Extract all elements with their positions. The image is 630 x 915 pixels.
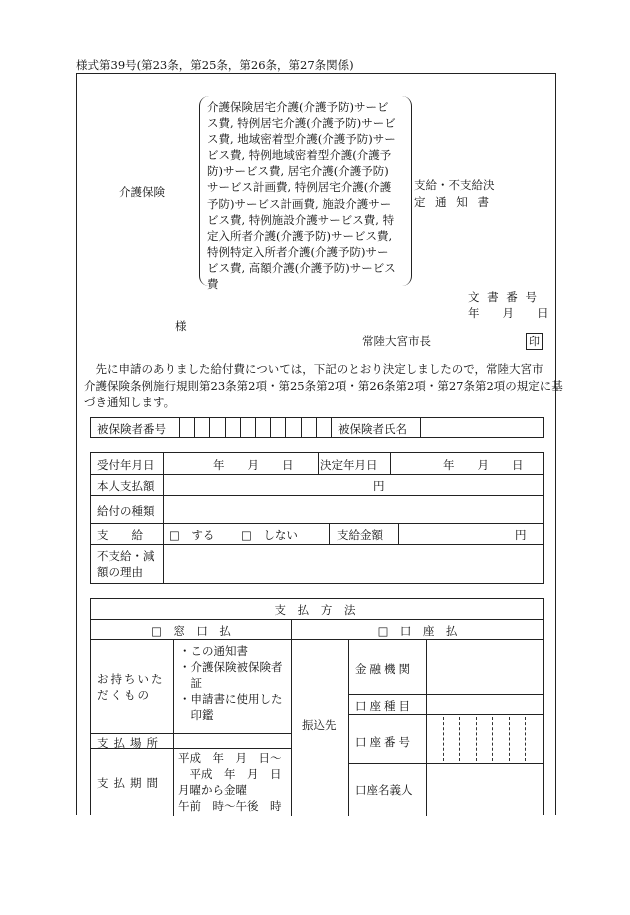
account-type-label: 口座種目 <box>355 699 413 713</box>
decided-date-label: 決定年月日 <box>320 458 378 472</box>
insured-name-label: 被保険者氏名 <box>338 422 407 436</box>
title-benefit-line: 防)サービス費, 居宅介護(介護予防) <box>207 164 389 179</box>
item-3: 証 <box>179 676 202 690</box>
digit-box-divider <box>270 418 271 437</box>
payment-header: 支 払 方 法 <box>274 603 360 617</box>
account-digit-divider <box>525 717 526 761</box>
period-line-2: 平成 年 月 日 <box>178 767 282 781</box>
pay-label: 支 給 <box>97 528 143 542</box>
digit-box-divider <box>255 418 256 437</box>
account-pay-option[interactable]: □ 口 座 払 <box>377 624 458 638</box>
decided-date-value[interactable]: 年 月 日 <box>443 458 524 472</box>
reason-label-2: 額の理由 <box>97 565 143 579</box>
mayor-name: 常陸大宮市長 <box>362 334 431 348</box>
account-digit-divider <box>459 717 460 761</box>
doc-number: 文 書 番 号 <box>468 290 539 304</box>
account-number-label: 口座番号 <box>355 735 413 749</box>
title-benefit-line: サービス計画費, 特例居宅介護(介護 <box>207 180 392 195</box>
title-benefit-line: 費 <box>207 277 219 292</box>
self-pay-label: 本人支払額 <box>97 479 155 493</box>
digit-box-divider <box>301 418 302 437</box>
title-benefit-line: 予防)サービス計画費, 施設介護サー <box>207 196 392 211</box>
digit-box-divider <box>194 418 195 437</box>
title-benefit-line: ビス費, 特例施設介護サービス費, 特 <box>207 212 395 227</box>
window-pay-option[interactable]: □ 窓 口 払 <box>151 624 231 638</box>
account-digit-divider <box>509 717 510 761</box>
period-line-3: 月曜から金曜 <box>178 783 247 797</box>
period-label: 支払期間 <box>97 776 163 790</box>
pay-option-yes[interactable]: □ する <box>169 528 215 542</box>
addressee-sama: 様 <box>175 319 187 333</box>
title-benefit-list <box>207 99 409 292</box>
title-benefit-line: ス費, 特例居宅介護(介護予防)サービ <box>207 116 396 131</box>
items-label-1: お持ちいた <box>97 672 165 686</box>
transfer-label: 振込先 <box>302 718 337 732</box>
decision-table <box>90 452 544 584</box>
item-1: ・この通知書 <box>179 644 248 658</box>
title-suffix-1: 支給・不支給決 <box>414 178 495 192</box>
amount-yen: 円 <box>515 528 527 542</box>
account-digit-divider <box>492 717 493 761</box>
title-benefit-line: ビス費, 高額介護(介護予防)サービス <box>207 260 396 275</box>
body-line-3: づき通知します。 <box>84 395 176 409</box>
digit-box-divider <box>225 418 226 437</box>
form-number: 様式第39号(第23条，第25条，第26条，第27条関係) <box>76 58 354 72</box>
period-line-4: 午前 時～午後 時 <box>178 799 282 813</box>
benefit-type-label: 給付の種類 <box>97 504 155 518</box>
account-digit-divider <box>443 717 444 761</box>
date-line: 年 月 日 <box>468 306 549 320</box>
account-digit-divider <box>476 717 477 761</box>
title-suffix-2: 定 通 知 書 <box>414 195 492 209</box>
payment-table <box>90 598 544 815</box>
self-pay-yen: 円 <box>373 479 385 493</box>
reason-label-1: 不支給・減 <box>97 549 155 563</box>
items-list <box>179 643 283 723</box>
period-line-1: 平成 年 月 日～ <box>178 751 282 765</box>
title-benefit-line: ス費, 地域密着型介護(介護予防)サー <box>207 132 396 147</box>
account-name-label: 口座名義人 <box>355 783 413 797</box>
period-lines <box>178 750 282 814</box>
insured-name-field[interactable] <box>421 418 543 437</box>
body-text <box>84 361 563 411</box>
pay-option-no[interactable]: □ しない <box>241 528 298 542</box>
digit-box-divider <box>240 418 241 437</box>
title-benefit-line: ビス費, 特例地域密着型介護(介護予 <box>207 148 392 163</box>
title-benefit-line: 特例特定入所者介護(介護予防)サー <box>207 244 389 259</box>
insured-table <box>90 417 544 438</box>
digit-box-divider <box>209 418 210 437</box>
item-2: ・介護保険被保険者 <box>179 660 283 674</box>
item-5: 印鑑 <box>179 708 214 722</box>
amount-label: 支給金額 <box>337 528 383 542</box>
title-prefix: 介護保険 <box>119 185 165 199</box>
seal-mark: 印 <box>526 333 543 350</box>
received-date-label: 受付年月日 <box>97 458 155 472</box>
body-line-1: 先に申請のありました給付費については，下記のとおり決定しましたので，常陸大宮市 <box>84 362 544 376</box>
digit-box-divider <box>285 418 286 437</box>
place-label: 支払場所 <box>97 736 163 750</box>
digit-box-divider <box>316 418 317 437</box>
title-benefit-line: 介護保険居宅介護(介護予防)サービ <box>207 100 389 114</box>
title-benefit-line: 定入所者介護(介護予防)サービス費, <box>207 228 393 243</box>
bank-label: 金融機関 <box>355 662 413 676</box>
item-4: ・申請書に使用した <box>179 692 283 706</box>
received-date-value[interactable]: 年 月 日 <box>213 458 294 472</box>
body-line-2: 介護保険条例施行規則第23条第2項・第25条第2項・第26条第2項・第27条第2項の規定に基 <box>84 378 563 393</box>
insured-number-label: 被保険者番号 <box>97 422 166 436</box>
items-label-2: だくもの <box>97 688 151 702</box>
